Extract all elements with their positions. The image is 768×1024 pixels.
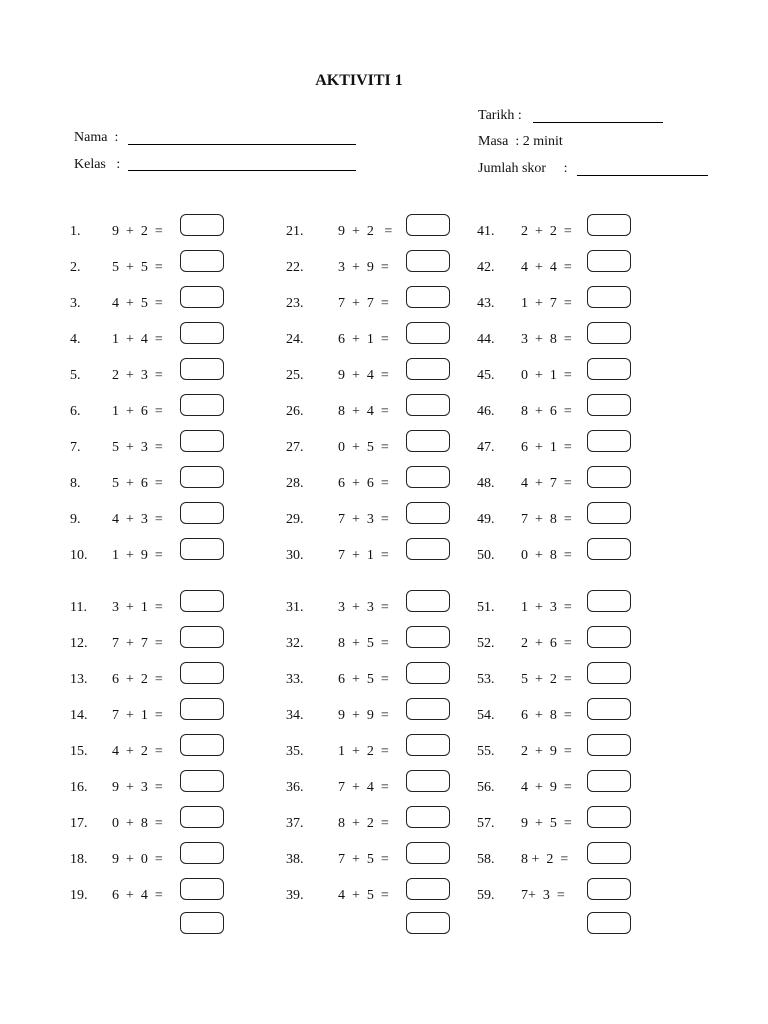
answer-box[interactable] — [587, 662, 631, 684]
question-number: 36. — [286, 780, 304, 795]
answer-box[interactable] — [406, 842, 450, 864]
question-equation: 9 + 0 = — [112, 852, 163, 867]
answer-box[interactable] — [406, 502, 450, 524]
question-equation: 0 + 5 = — [338, 440, 389, 455]
question-equation: 4 + 5 = — [338, 888, 389, 903]
question-number: 24. — [286, 332, 304, 347]
question-equation: 1 + 3 = — [521, 600, 572, 615]
jumlah-skor-label-text: Jumlah skor — [478, 161, 547, 176]
question-number: 28. — [286, 476, 304, 491]
answer-box[interactable] — [406, 698, 450, 720]
answer-box[interactable] — [587, 912, 631, 934]
answer-box[interactable] — [180, 322, 224, 344]
jumlah-skor-colon: : — [563, 161, 568, 176]
answer-box[interactable] — [180, 250, 224, 272]
question-number: 37. — [286, 816, 304, 831]
answer-box[interactable] — [180, 590, 224, 612]
question-equation: 2 + 2 = — [521, 224, 572, 239]
nama-label: Nama : — [74, 130, 119, 145]
question-number: 53. — [477, 672, 495, 687]
question-equation: 8 + 2 = — [338, 816, 389, 831]
question-equation: 7 + 5 = — [338, 852, 389, 867]
question-equation: 1 + 6 = — [112, 404, 163, 419]
answer-box[interactable] — [180, 358, 224, 380]
question-number: 55. — [477, 744, 495, 759]
question-number: 22. — [286, 260, 304, 275]
tarikh-label: Tarikh : — [478, 108, 522, 123]
question-number: 33. — [286, 672, 304, 687]
nama-label-text: Nama — [74, 130, 108, 145]
question-equation: 6 + 1 = — [338, 332, 389, 347]
nama-field[interactable] — [128, 144, 356, 145]
question-equation: 0 + 1 = — [521, 368, 572, 383]
jumlah-skor-label — [478, 161, 567, 177]
answer-box[interactable] — [180, 698, 224, 720]
answer-box[interactable] — [406, 912, 450, 934]
question-number: 5. — [70, 368, 81, 383]
question-equation: 3 + 3 = — [338, 600, 389, 615]
question-number: 10. — [70, 548, 88, 563]
question-equation: 6 + 5 = — [338, 672, 389, 687]
question-number: 41. — [477, 224, 495, 239]
question-number: 26. — [286, 404, 304, 419]
answer-box[interactable] — [406, 662, 450, 684]
masa-label — [478, 134, 563, 150]
page-title: AKTIVITI 1 — [315, 72, 403, 89]
question-number: 57. — [477, 816, 495, 831]
question-equation: 4 + 3 = — [112, 512, 163, 527]
question-number: 9. — [70, 512, 81, 527]
question-number: 13. — [70, 672, 88, 687]
question-equation: 1 + 9 = — [112, 548, 163, 563]
question-equation: 3 + 1 = — [112, 600, 163, 615]
question-equation: 8 + 5 = — [338, 636, 389, 651]
question-equation: 9 + 9 = — [338, 708, 389, 723]
question-equation: 4 + 5 = — [112, 296, 163, 311]
question-number: 50. — [477, 548, 495, 563]
answer-box[interactable] — [587, 250, 631, 272]
kelas-label-text: Kelas — [74, 157, 106, 172]
question-equation: 7 + 4 = — [338, 780, 389, 795]
question-equation: 1 + 4 = — [112, 332, 163, 347]
answer-box[interactable] — [587, 322, 631, 344]
question-equation: 9 + 4 = — [338, 368, 389, 383]
answer-box[interactable] — [180, 466, 224, 488]
question-equation: 5 + 5 = — [112, 260, 163, 275]
answer-box[interactable] — [180, 912, 224, 934]
question-equation: 0 + 8 = — [521, 548, 572, 563]
question-equation: 2 + 3 = — [112, 368, 163, 383]
question-number: 2. — [70, 260, 81, 275]
question-equation: 4 + 7 = — [521, 476, 572, 491]
question-equation: 3 + 9 = — [338, 260, 389, 275]
answer-box[interactable] — [587, 538, 631, 560]
answer-box[interactable] — [406, 734, 450, 756]
question-equation: 7 + 1 = — [338, 548, 389, 563]
question-number: 59. — [477, 888, 495, 903]
question-number: 58. — [477, 852, 495, 867]
question-number: 39. — [286, 888, 304, 903]
answer-box[interactable] — [180, 842, 224, 864]
answer-box[interactable] — [587, 770, 631, 792]
answer-box[interactable] — [406, 358, 450, 380]
question-equation: 2 + 6 = — [521, 636, 572, 651]
question-equation: 6 + 2 = — [112, 672, 163, 687]
question-number: 15. — [70, 744, 88, 759]
question-equation: 9 + 2 = — [338, 224, 393, 239]
question-number: 47. — [477, 440, 495, 455]
question-number: 38. — [286, 852, 304, 867]
answer-box[interactable] — [406, 286, 450, 308]
question-equation: 9 + 5 = — [521, 816, 572, 831]
question-number: 23. — [286, 296, 304, 311]
question-equation: 7+ 3 = — [521, 888, 565, 903]
answer-box[interactable] — [180, 430, 224, 452]
question-equation: 4 + 4 = — [521, 260, 572, 275]
question-number: 7. — [70, 440, 81, 455]
question-equation: 5 + 3 = — [112, 440, 163, 455]
answer-box[interactable] — [587, 590, 631, 612]
question-equation: 4 + 9 = — [521, 780, 572, 795]
question-number: 56. — [477, 780, 495, 795]
answer-box[interactable] — [180, 626, 224, 648]
answer-box[interactable] — [587, 358, 631, 380]
answer-box[interactable] — [406, 878, 450, 900]
question-equation: 7 + 8 = — [521, 512, 572, 527]
answer-box[interactable] — [587, 806, 631, 828]
answer-box[interactable] — [180, 734, 224, 756]
question-equation: 8 + 4 = — [338, 404, 389, 419]
jumlah-skor-field[interactable] — [577, 175, 708, 176]
answer-box[interactable] — [587, 698, 631, 720]
question-number: 44. — [477, 332, 495, 347]
question-number: 32. — [286, 636, 304, 651]
question-equation: 7 + 1 = — [112, 708, 163, 723]
answer-box[interactable] — [587, 502, 631, 524]
question-equation: 6 + 4 = — [112, 888, 163, 903]
question-number: 19. — [70, 888, 88, 903]
question-equation: 7 + 7 = — [112, 636, 163, 651]
question-equation: 8 + 2 = — [521, 852, 569, 867]
answer-box[interactable] — [587, 286, 631, 308]
answer-box[interactable] — [587, 626, 631, 648]
question-equation: 5 + 2 = — [521, 672, 572, 687]
question-equation: 0 + 8 = — [112, 816, 163, 831]
question-equation: 2 + 9 = — [521, 744, 572, 759]
answer-box[interactable] — [180, 286, 224, 308]
answer-box[interactable] — [587, 394, 631, 416]
question-number: 30. — [286, 548, 304, 563]
question-equation: 7 + 3 = — [338, 512, 389, 527]
answer-box[interactable] — [406, 538, 450, 560]
answer-box[interactable] — [587, 466, 631, 488]
question-equation: 9 + 2 = — [112, 224, 163, 239]
question-number: 17. — [70, 816, 88, 831]
question-equation: 8 + 6 = — [521, 404, 572, 419]
question-number: 21. — [286, 224, 304, 239]
answer-box[interactable] — [587, 878, 631, 900]
question-number: 6. — [70, 404, 81, 419]
masa-label-text: Masa — [478, 134, 509, 149]
question-equation: 3 + 8 = — [521, 332, 572, 347]
question-equation: 1 + 7 = — [521, 296, 572, 311]
kelas-field[interactable] — [128, 170, 356, 171]
answer-box[interactable] — [587, 430, 631, 452]
answer-box[interactable] — [406, 626, 450, 648]
answer-box[interactable] — [180, 502, 224, 524]
kelas-label: Kelas : — [74, 157, 121, 172]
answer-box[interactable] — [406, 322, 450, 344]
question-number: 48. — [477, 476, 495, 491]
answer-box[interactable] — [587, 734, 631, 756]
question-number: 8. — [70, 476, 81, 491]
question-number: 16. — [70, 780, 88, 795]
question-number: 3. — [70, 296, 81, 311]
answer-box[interactable] — [406, 250, 450, 272]
question-number: 42. — [477, 260, 495, 275]
question-number: 35. — [286, 744, 304, 759]
question-equation: 9 + 3 = — [112, 780, 163, 795]
question-equation: 1 + 2 = — [338, 744, 389, 759]
answer-box[interactable] — [180, 770, 224, 792]
answer-box[interactable] — [406, 466, 450, 488]
question-equation: 5 + 6 = — [112, 476, 163, 491]
question-number: 46. — [477, 404, 495, 419]
answer-box[interactable] — [406, 806, 450, 828]
question-number: 43. — [477, 296, 495, 311]
answer-box[interactable] — [406, 214, 450, 236]
question-number: 12. — [70, 636, 88, 651]
answer-box[interactable] — [180, 662, 224, 684]
tarikh-field[interactable] — [533, 122, 663, 123]
question-equation: 4 + 2 = — [112, 744, 163, 759]
answer-box[interactable] — [406, 590, 450, 612]
question-number: 31. — [286, 600, 304, 615]
question-number: 4. — [70, 332, 81, 347]
question-number: 54. — [477, 708, 495, 723]
question-number: 49. — [477, 512, 495, 527]
question-number: 14. — [70, 708, 88, 723]
question-number: 11. — [70, 600, 87, 615]
question-number: 18. — [70, 852, 88, 867]
question-number: 52. — [477, 636, 495, 651]
masa-value: : 2 minit — [515, 134, 563, 149]
question-number: 25. — [286, 368, 304, 383]
answer-box[interactable] — [180, 394, 224, 416]
question-number: 34. — [286, 708, 304, 723]
question-number: 29. — [286, 512, 304, 527]
answer-box[interactable] — [587, 214, 631, 236]
question-number: 45. — [477, 368, 495, 383]
question-number: 51. — [477, 600, 495, 615]
question-number: 27. — [286, 440, 304, 455]
question-number: 1. — [70, 224, 81, 239]
answer-box[interactable] — [406, 394, 450, 416]
answer-box[interactable] — [587, 842, 631, 864]
answer-box[interactable] — [180, 214, 224, 236]
question-equation: 6 + 1 = — [521, 440, 572, 455]
question-equation: 6 + 8 = — [521, 708, 572, 723]
answer-box[interactable] — [180, 538, 224, 560]
answer-box[interactable] — [180, 806, 224, 828]
answer-box[interactable] — [180, 878, 224, 900]
question-equation: 7 + 7 = — [338, 296, 389, 311]
answer-box[interactable] — [406, 770, 450, 792]
answer-box[interactable] — [406, 430, 450, 452]
question-equation: 6 + 6 = — [338, 476, 389, 491]
